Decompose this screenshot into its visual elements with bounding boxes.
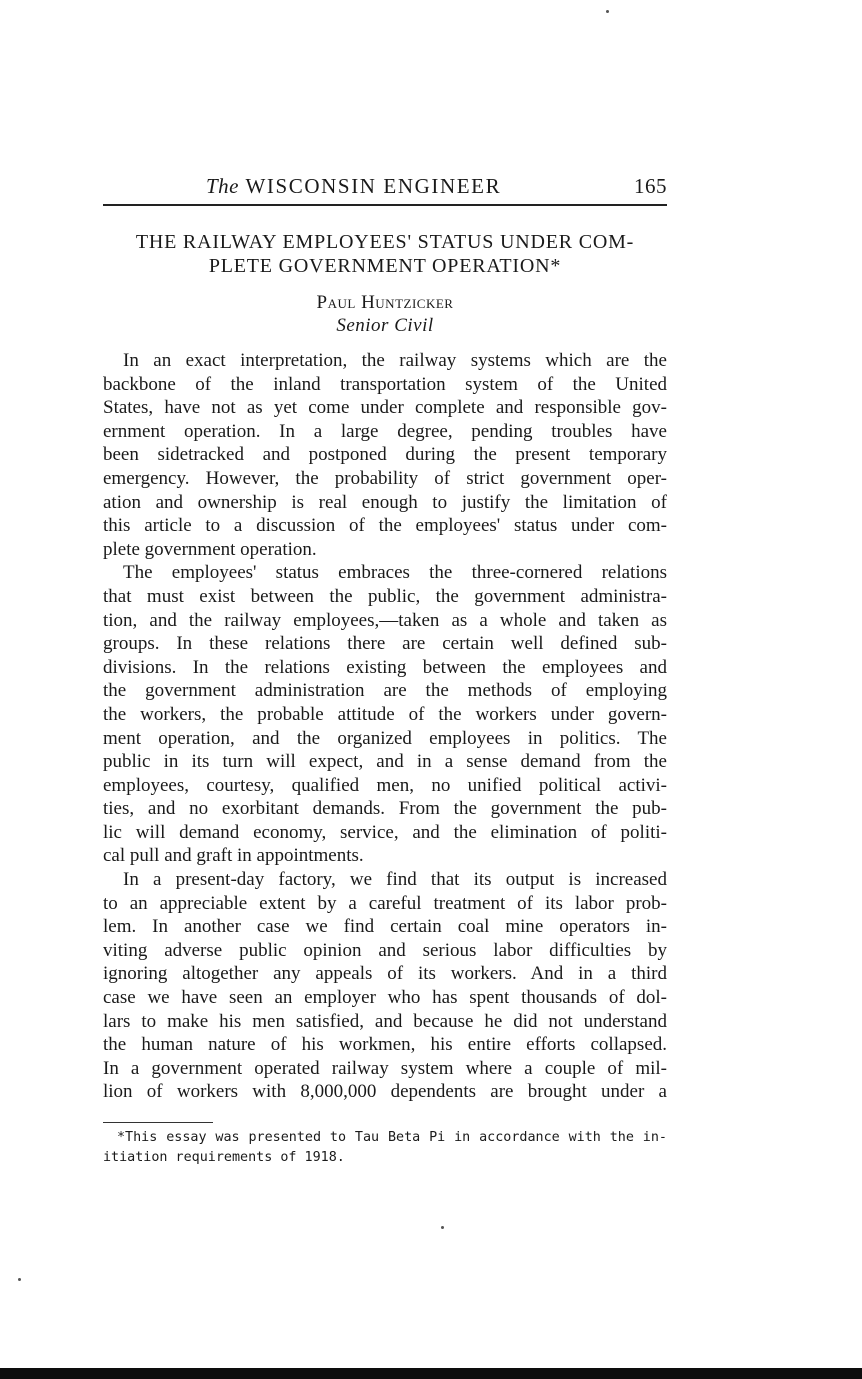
margin-speck xyxy=(606,10,609,13)
body-line: tion, and the railway employees,—taken as a whole and taken as xyxy=(103,609,667,631)
article-title xyxy=(103,230,667,278)
page-number: 165 xyxy=(634,174,667,198)
body-line: ties, and no exorbitant demands. From the government the pub- xyxy=(103,798,667,820)
byline xyxy=(103,291,667,337)
body-line: that must exist between the public, the government administra- xyxy=(103,585,667,607)
body-line: lars to make his men satisfied, and because he did not understand xyxy=(103,1010,667,1032)
journal-prefix: The xyxy=(206,174,239,198)
margin-speck xyxy=(18,1278,21,1281)
footnote xyxy=(103,1128,667,1168)
body-line: the workers, the probable attitude of the workers under govern- xyxy=(103,703,667,725)
body-line: plete government operation. xyxy=(103,538,317,560)
body-line: divisions. In the relations existing between the employees and xyxy=(103,656,667,678)
body-line: In an exact interpretation, the railway systems which are the xyxy=(123,350,667,371)
margin-speck xyxy=(441,1226,444,1229)
body-line: to an appreciable extent by a careful treatment of its labor prob- xyxy=(103,892,667,914)
body-line: emergency. However, the probability of strict government oper- xyxy=(103,467,667,489)
header-rule xyxy=(103,204,667,206)
body-line: employees, courtesy, qualified men, no unified political activi- xyxy=(103,774,667,796)
body-line: this article to a discussion of the employees' status under com- xyxy=(103,515,667,537)
body-line: groups. In these relations there are certain well defined sub- xyxy=(103,633,667,655)
body-line: case we have seen an employer who has spent thousands of dol- xyxy=(103,987,667,1009)
author-name: Paul Huntzicker xyxy=(316,292,454,313)
body-line: the human nature of his workmen, his entire efforts collapsed. xyxy=(103,1034,667,1056)
body-line: ment operation, and the organized employees in politics. The xyxy=(103,727,667,749)
body-line: In a government operated railway system where a couple of mil- xyxy=(103,1057,667,1079)
body-line: lic will demand economy, service, and the elimination of politi- xyxy=(103,821,667,843)
body-line: States, have not as yet come under complete and responsible gov- xyxy=(103,397,667,419)
title-line: THE RAILWAY EMPLOYEES' STATUS UNDER COM- xyxy=(135,231,635,253)
body-line: public in its turn will expect, and in a sense demand from the xyxy=(103,751,667,773)
journal-title xyxy=(206,174,501,199)
journal-name: WISCONSIN ENGINEER xyxy=(245,174,502,198)
running-head xyxy=(103,172,667,202)
footnote-rule xyxy=(103,1122,213,1123)
body-line: ignoring altogether any appeals of its workers. And in a third xyxy=(103,963,667,985)
body-line: ernment operation. In a large degree, pending troubles have xyxy=(103,420,667,442)
body-line: lem. In another case we find certain coal mine operators in- xyxy=(103,916,667,938)
body-line: the government administration are the methods of employing xyxy=(103,680,667,702)
footnote-line: *This essay was presented to Tau Beta Pi in accordance with the in- xyxy=(117,1130,667,1145)
body-line: In a present-day factory, we find that its output is increased xyxy=(123,869,667,891)
body-line: cal pull and graft in appointments. xyxy=(103,845,364,867)
author-affiliation: Senior Civil xyxy=(336,315,434,336)
article-body xyxy=(103,349,667,1104)
body-line: viting adverse public opinion and serious labor difficulties by xyxy=(103,939,667,961)
title-line: PLETE GOVERNMENT OPERATION* xyxy=(208,255,562,277)
body-line: backbone of the inland transportation system of the United xyxy=(103,373,667,395)
body-line: ation and ownership is real enough to justify the limitation of xyxy=(103,491,667,513)
body-line: been sidetracked and postponed during the present temporary xyxy=(103,444,667,466)
footnote-line: itiation requirements of 1918. xyxy=(103,1150,345,1165)
body-line: The employees' status embraces the three-cornered relations xyxy=(123,562,667,584)
scan-bottom-edge xyxy=(0,1368,862,1379)
body-line: lion of workers with 8,000,000 dependents are brought under a xyxy=(103,1081,667,1103)
